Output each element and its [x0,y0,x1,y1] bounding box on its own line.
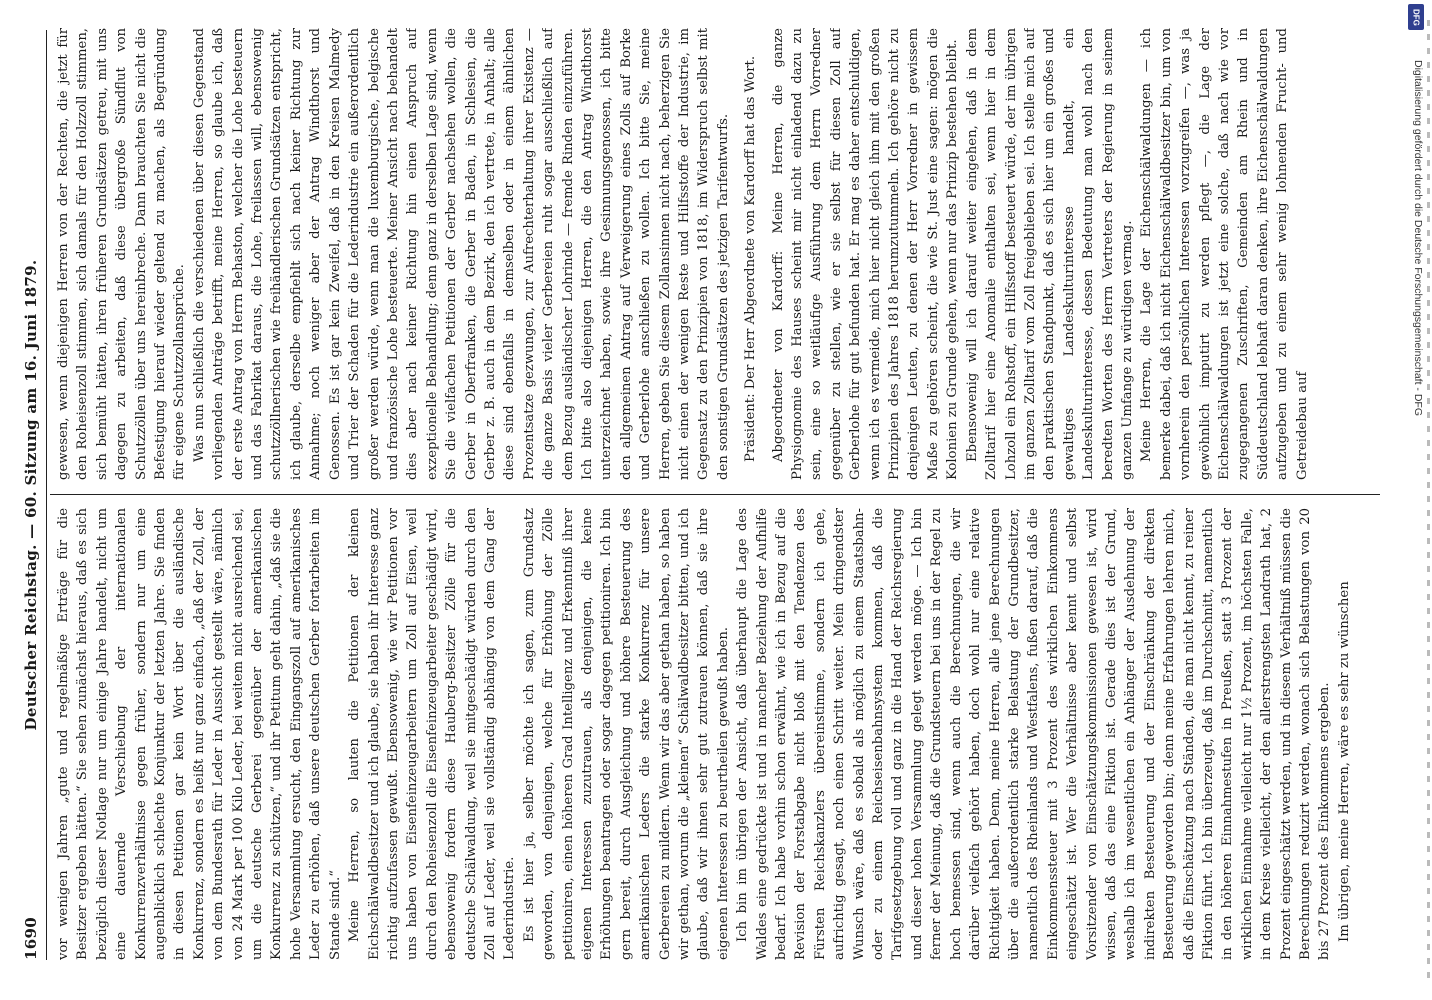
paragraph: Was nun schließlich die verschiedenen über diesen Gegenstand vorliegenden Anträge betrifft, meine Herren, so glaube ich, daß der erste Antrag von Herrn Behaston, welcher die Lohe besteuern und das Fabrikat daraus, die Lohe, freilassen will, ebensowenig schutzzöllnerischen wie freihändlerischen Grundsätzen entspricht, ich glaube, derselbe empfiehlt sich nach keiner Richtung zur Annahme; noch weniger aber der Antrag Windthorst und Genossen. Es ist gar kein Zweifel, daß in den Kreisen Malmedy und Trier der Schaden für die Lederindustrie ein außerordentlich großer werden würde, wenn man die luxemburgische, belgische und französische Lohe besteuerte. Meiner Ansicht nach behandelt dies aber nach keiner Richtung hin einen Anspruch auf exzeptionelle Behandlung; denn ganz in derselben Lage sind, wenn Sie die vielfachen Petitionen der Gerber nachsehen wollen, die Gerber in Oberfranken, die Gerber in Baden, in Schlesien, die Gerber z. B. auch in dem Bezirk, den ich vertrete, in Anhalt; alle diese sind ebenfalls in demselben oder in einem ähnlichen Prozentsatze gezwungen, zur Aufrechterhaltung ihrer Existenz — die ganze Basis vieler Gerbereien ruht sogar ausschließlich auf dem Bezug ausländischer Lohrinde — fremde Rinden einzuführen. Ich bitte also diejenigen Herren, die den Antrag Windthorst unterzeichnet haben, sowie ihre Gesinnungsgenossen, ich bitte den allgemeinen Antrag auf Verweigerung eines Zolls auf Borke und Gerberlohe anschließen zu wollen. Ich bitte Sie, meine Herren, geben Sie diesem Zollansinnen nicht nach, beherzigen Sie nicht einen der wenigen Reste und Hilfsstoffe der Industrie, im Gegensatz zu den Prinzipien von 1818, im Widerspruch selbst mit den sonstigen Grundsätzen des jetzigen Tarifentwurfs. [191,28,731,480]
speaker-paragraph: Abgeordneter von Kardorff: Meine Herren, die ganze Physiognomie des Hauses scheint mir nicht einladend dazu zu sein, eine so weitläufige Ausführung dem Herrn Vorredner gegenüber zu stellen, wie er sie selbst für diesen Zoll auf Gerberlohe für gut befunden hat. Er mag es daher entschuldigen, wenn ich es vermeide, mich hier nicht gleich ihm mit den großen Prinzipien des Jahres 1818 herumzutummeln. Ich gehöre nicht zu denjenigen Leuten, zu denen der Herr Vorredner in gewissem Maße zu gehören scheint, die wie St. Just eine sagen: mögen die Kolonien zu Grunde gehen, wenn nur das Prinzip bestehen bleibt. [770,28,961,480]
paragraph: Im übrigen, meine Herren, wäre es sehr zu wünschen [1336,581,1352,942]
paragraph: gewesen, wenn diejenigen Herren von der Rechten, die jetzt für den Roheisenzoll stimmen, sich damals für den Holzzoll stimmen, sich bemüht hätten, ihren früheren Grundsätzen getreu, mit uns dagegen zu arbeiten, daß diese übergroße Sündflut von Schutzzöllen über uns hereinbreche. Dann brauchten Sie nicht die Befestigung hierauf wieder geltend zu machen, als Begründung für eigene Schutzzollansprüche. [56,28,188,480]
header-rule [46,30,47,960]
column-divider [50,494,1380,495]
left-column [54,508,1374,960]
right-column [54,28,1374,480]
paragraph: Meine Herren, die Lage der Eichenschälwaldungen — ich bemerke dabei, daß ich nicht Eichenschälwaldbesitzer bin, um von vornherein den persönlichen Interessen vorzugreifen —, was ja gewöhnlich imputirt zu werden pflegt —, die Lage der Eichenschälwaldungen ist jetzt eine solche, daß nach wie vor zugegangenen Zuschriften, Gemeinden am Rhein und in Süddeutschland lebhaft daran denken, ihre Eichenschälwaldungen aufzugeben und zu einem sehr wenig lohnenden Frucht- und Getreidebau auf [1139,28,1310,480]
paragraph: Ich bin im übrigen der Ansicht, daß überhaupt die Lage des Waldes eine gedrückte ist und in mancher Beziehung der Aufhilfe bedarf. Ich habe vorhin schon erwähnt, wie ich in Bezug auf die Revision der Forstabgabe nicht bloß mit den Tendenzen des Fürsten Reichskanzlers übereinstimme, sondern ich gehe, aufrichtig gesagt, noch einen Schritt weiter. Mein dringendster Wunsch wäre, daß es sobald als möglich zu einem Staatsbahn- oder zu einem Reichseisenbahnsystem kommen, daß die Tarifgesetzgebung voll und ganz in die Hand der Reichsregierung und dieser hohen Versammlung gelegt werden möge. — Ich bin ferner der Meinung, daß die Grundsteuern bei uns in der Regel zu hoch bemessen sind, wenn auch die Berechnungen, die wir darüber vielfach gehört haben, doch wohl nur eine relative Richtigkeit haben. Denn, meine Herren, alle jene Berechnungen über die außerordentlich starke Belastung der Grundbesitzer, namentlich des Rheinlands und Westfalens, fußen darauf, daß die Einkommenssteuer mit 3 Prozent des wirklichen Einkommens eingeschätzt ist. Wer die Verhältnisse aber kennt und selbst Vorsitzender von Einschätzungskommissionen gewesen ist, wird wissen, daß das eine Fiktion ist. Gerade dies ist der Grund, weshalb ich im wesentlichen ein Anhänger der Ausdehnung der indirekten Besteuerung und der Einschränkung der direkten Besteuerung geworden bin; denn meine Erfahrungen lehren mich, daß die Einschätzung nach Ständen, die man nicht kennt, zu reiner Fiktion führt. Ich bin überzeugt, daß im Durchschnitt, namentlich in den höheren Einnahmestufen in Preußen, statt 3 Prozent der wirklichen Einnahme vielleicht nur 1½ Prozent, im höchsten Falle, in dem Kreise vielleicht, der den allerstrengsten Landrath hat, 2 Prozent eingeschätzt werden, und in diesem Verhältniß müssen die Berechnungen reduzirt werden, wonach sich Belastungen von 20 bis 27 Prozent des Einkommens ergeben. [735,508,1333,960]
scan-edge [1427,20,1430,980]
running-title: Deutscher Reichstag. — 60. Sitzung am 16. Juni 1879. [22,259,40,731]
digitization-note [1408,30,1426,970]
page-header [22,30,44,960]
digitization-note-text: Digitalisierung gefördert durch die Deutsche Forschungsgemeinschaft - DFG [1412,60,1424,417]
president-paragraph: Präsident: Der Herr Abgeordnete von Kardorff hat das Wort. [743,55,759,462]
paragraph: vor wenigen Jahren „gute und regelmäßige Erträge für die Besitzer ergeben hätten.“ Sie sehen zunächst hieraus, daß es sich bezüglich dieser Notlage nur um einige Jahre handelt, nicht um eine dauernde Verschiebung der internationalen Konkurrenzverhältnisse gegen früher, sondern nur um eine augenblicklich schlechte Konjunktur der letzten Jahre. Sie finden in diesen Petitionen gar kein Wort über die ausländische Konkurrenz, sondern es heißt nur ganz einfach, „daß der Zoll, der von dem Bundesrath für Leder in Aussicht gestellt wäre, nämlich von 24 Mark per 100 Kilo Leder, bei weitem nicht ausreichend sei, um die deutsche Gerberei gegenüber der amerikanischen Konkurrenz zu schützen,“ und ihr Petitum geht dahin, „daß sie die hohe Versammlung ersucht, den Eingangszoll auf amerikanisches Leder zu erhöhen, daß unsere deutschen Gerber fortarbeiten im Stande sind.“ [56,508,343,960]
page-number: 1690 [22,917,40,960]
dfg-logo-icon: DFG [1408,4,1424,30]
paragraph: Es ist hier ja, selber möchte ich sagen, zum Grundsatz geworden, von denjenigen, welche für Erhöhung der Zölle petitioniren, einen höheren Grad Intelligenz und Erkenntniß ihrer eigenen Interessen zuzutrauen, als denjenigen, die keine Erhöhungen beantragen oder sogar dagegen petitioniren. Ich bin gern bereit, durch Ausgleichung und höhere Besteuerung des amerikanischen Leders die starke Konkurrenz für unsere Gerbereien zu mildern. Wenn wir das aber gethan haben, so haben wir gethan, worum die „kleinen“ Schälwaldbesitzer bitten, und ich glaube, daß wir ihnen sehr gut zutrauen können, daß sie ihre eigenen Interessen zu beurtheilen gewußt haben. [521,508,731,960]
paragraph: Meine Herren, so lauten die Petitionen der kleinen Eichschälwaldbesitzer und ich glaube, sie haben ihr Interesse ganz richtig aufzufassen gewußt. Ebensowenig, wie wir Petitionen vor uns haben von Eisenfeinzeugarbeitern um Zoll auf Eisen, weil durch den Roheisenzoll die Eisenfeinzeugarbeiter geschädigt wird, ebensowenig fordern diese Hauberg-Besitzer Zölle für die deutsche Schälwaldung, weil sie mitgeschädigt würden durch den Zoll auf Leder, weil sie vollständig abhängig von dem Gang der Lederindustrie. [347,508,518,960]
paragraph: Ebensowenig will ich darauf weiter eingehen, daß in dem Zolltarif hier eine Anomalie enthalten sei, wenn hier in dem Lohzoll ein Rohstoff, ein Hilfsstoff besteuert würde, der im übrigen im ganzen Zolltarif vom Zoll freigeblieben sei. Ich stelle mich auf den praktischen Standpunkt, daß es sich hier um ein großes und gewaltiges Landeskulturinteresse handelt, ein Landeskulturinteresse, dessen Bedeutung man wohl nach den beredten Worten des Herrn Vertreters der Regierung in seinem ganzen Umfange zu würdigen vermag. [964,28,1135,480]
